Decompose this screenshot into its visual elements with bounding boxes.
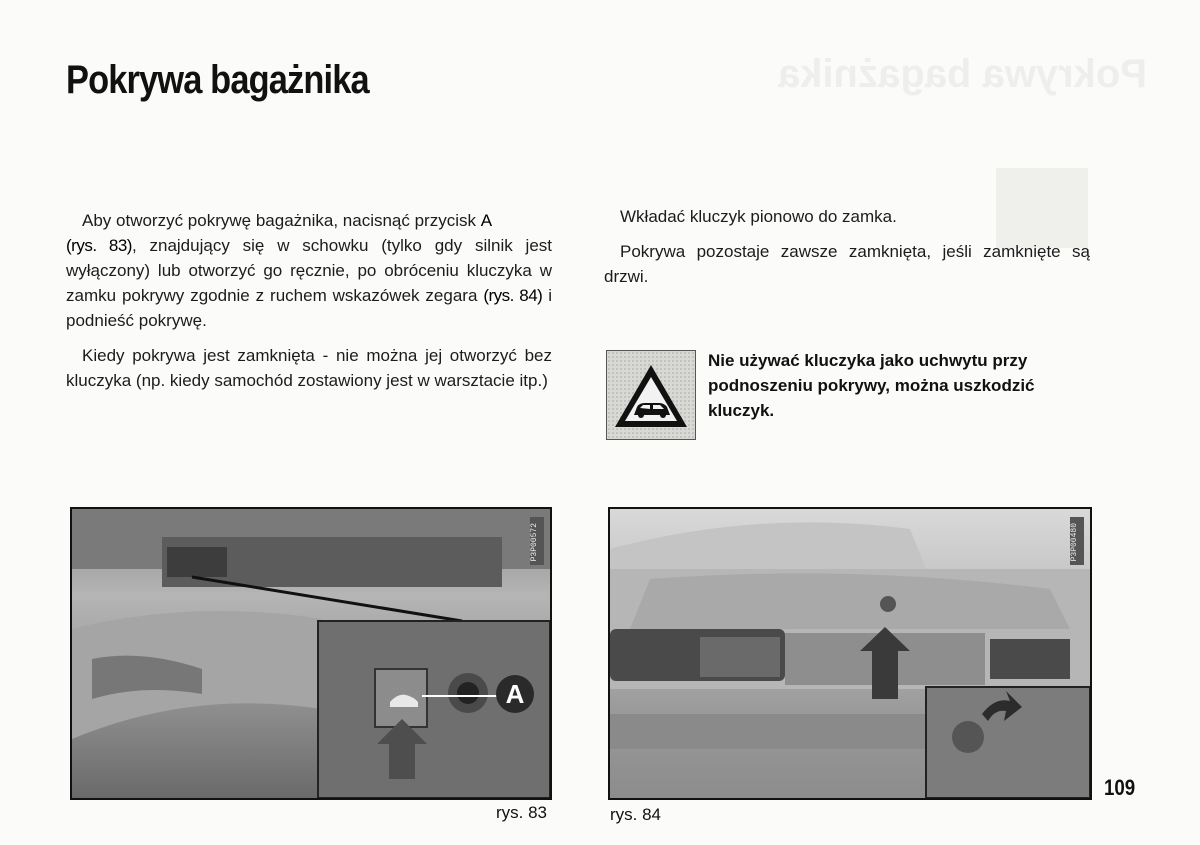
text-segment: i podnieść pokrywę. — [66, 286, 552, 330]
paragraph-locked: Kiedy pokrywa jest zamknięta - nie można jej otworzyć bez kluczyka (np. kiedy samochód zostawiony jest w warsztacie itp.) — [66, 346, 552, 390]
warning-triangle-car-icon — [606, 350, 696, 440]
figure-84-trunk-lock — [608, 507, 1092, 800]
bleed-through-title: Pokrywa bagażnika — [778, 52, 1148, 96]
page-number: 109 — [1104, 775, 1136, 800]
warning-text: Nie używać kluczyka jako uchwytu przy podnoszeniu pokrywy, można uszkodzić kluczyk. — [708, 351, 1035, 420]
text-segment: , znajdujący się w schowku (tylko gdy silnik jest wyłączony) lub otworzyć go ręcznie, po obróceniu kluczyka w zamku pokrywy zgodnie z ruchem wskazówek zegara — [66, 236, 553, 305]
ref-figure-83: (rys. 83) — [66, 236, 132, 255]
caption-figure-84: rys. 84 — [610, 805, 662, 824]
text-segment: Aby otworzyć pokrywę bagażnika, nacisnąć przycisk — [82, 211, 481, 230]
paragraph-lid-closed: Pokrywa pozostaje zawsze zamknięta, jeśli zamknięte są drzwi. — [604, 242, 1090, 286]
caption-figure-83: rys. 83 — [496, 803, 548, 822]
right-column — [604, 204, 1090, 299]
ref-button-a: A — [480, 211, 492, 230]
paragraph-key-vertical: Wkładać kluczyk pionowo do zamka. — [620, 207, 897, 226]
page-title: Pokrywa bagażnika — [66, 58, 369, 102]
figure-code-box — [1070, 517, 1084, 565]
figure-code: P3P00572 — [530, 523, 539, 562]
figure-code-box — [530, 517, 544, 565]
figure-83-trunk-release-button — [70, 507, 552, 800]
callout-a: A — [496, 675, 534, 713]
figure-code: P3P00480 — [1070, 523, 1079, 562]
paragraph-open-trunk — [66, 208, 552, 333]
left-column — [66, 208, 552, 403]
ref-figure-84: (rys. 84) — [483, 286, 543, 305]
